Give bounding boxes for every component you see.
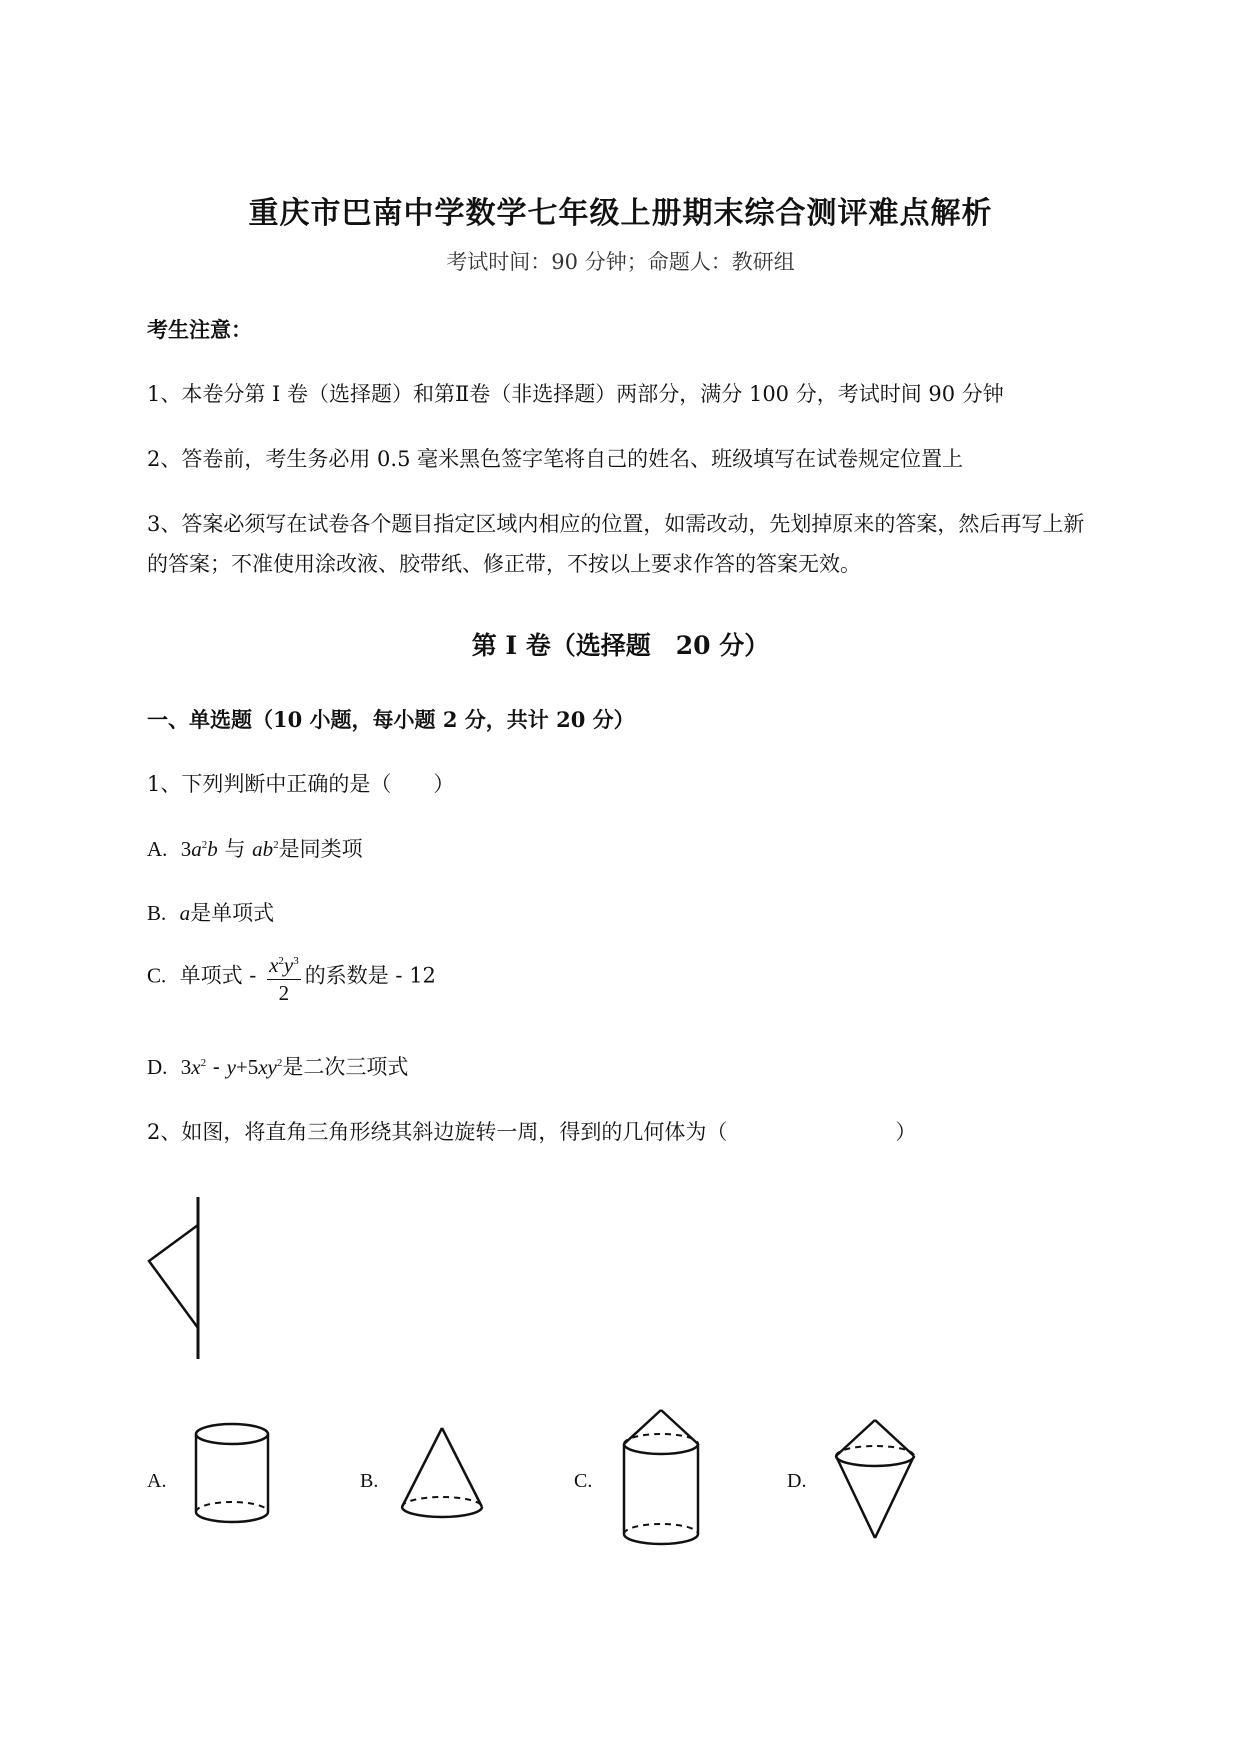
question-2-option-c-label: C. [574,1470,593,1492]
part-heading: 一、单选题（10 小题，每小题 2 分，共计 20 分） [147,707,635,732]
question-1-stem: 1、下列判断中正确的是（ ） [147,772,455,796]
notice-item-2: 2、答卷前，考生务必用 0.5 毫米黑色签字笔将自己的姓名、班级填写在试卷规定位置上 [147,447,964,471]
cone-shape [395,1422,490,1522]
question-2-option-a-label: A. [147,1470,167,1492]
question-1-option-b: B. a是单项式 [147,901,275,925]
question-2-stem: 2、如图，将直角三角形绕其斜边旋转一周，得到的几何体为（ ） [147,1120,917,1144]
notice-item-1: 1、本卷分第 I 卷（选择题）和第Ⅱ卷（非选择题）两部分，满分 100 分，考试时间 90 分钟 [147,382,1004,406]
question-1-option-c: C. 单项式 - $\frac{x^2y^3}{2}$ 的系数是 - 12 [147,948,436,1006]
exam-subtitle: 考试时间：90 分钟；命题人：教研组 [446,250,795,274]
cone-on-cylinder-shape [617,1404,707,1549]
question-1-option-d: D. $3x^2 - y+5xy^2$是二次三项式 [147,1055,409,1079]
question-2-option-d-label: D. [787,1470,807,1492]
cylinder-shape [188,1420,278,1530]
section-title: 第 I 卷（选择题 20 分） [471,631,770,660]
question-2-option-b-label: B. [360,1470,379,1492]
notice-item-3: 3、答案必须写在试卷各个题目指定区域内相应的位置，如需改动，先划掉原来的答案，然后再写上新 [147,512,1085,536]
fraction: $\frac{x^2y^3}{2}$ [267,948,301,1006]
double-cone-shape [828,1414,923,1549]
page-title: 重庆市巴南中学数学七年级上册期末综合测评难点解析 [248,196,993,231]
question-1-option-a: A. $3a^2b$ 与 $ab^2$是同类项 [147,837,363,861]
notice-heading: 考生注意： [147,317,252,342]
notice-item-3-cont: 的答案；不准使用涂改液、胶带纸、修正带，不按以上要求作答的答案无效。 [147,552,861,576]
triangle-figure [140,1195,210,1365]
